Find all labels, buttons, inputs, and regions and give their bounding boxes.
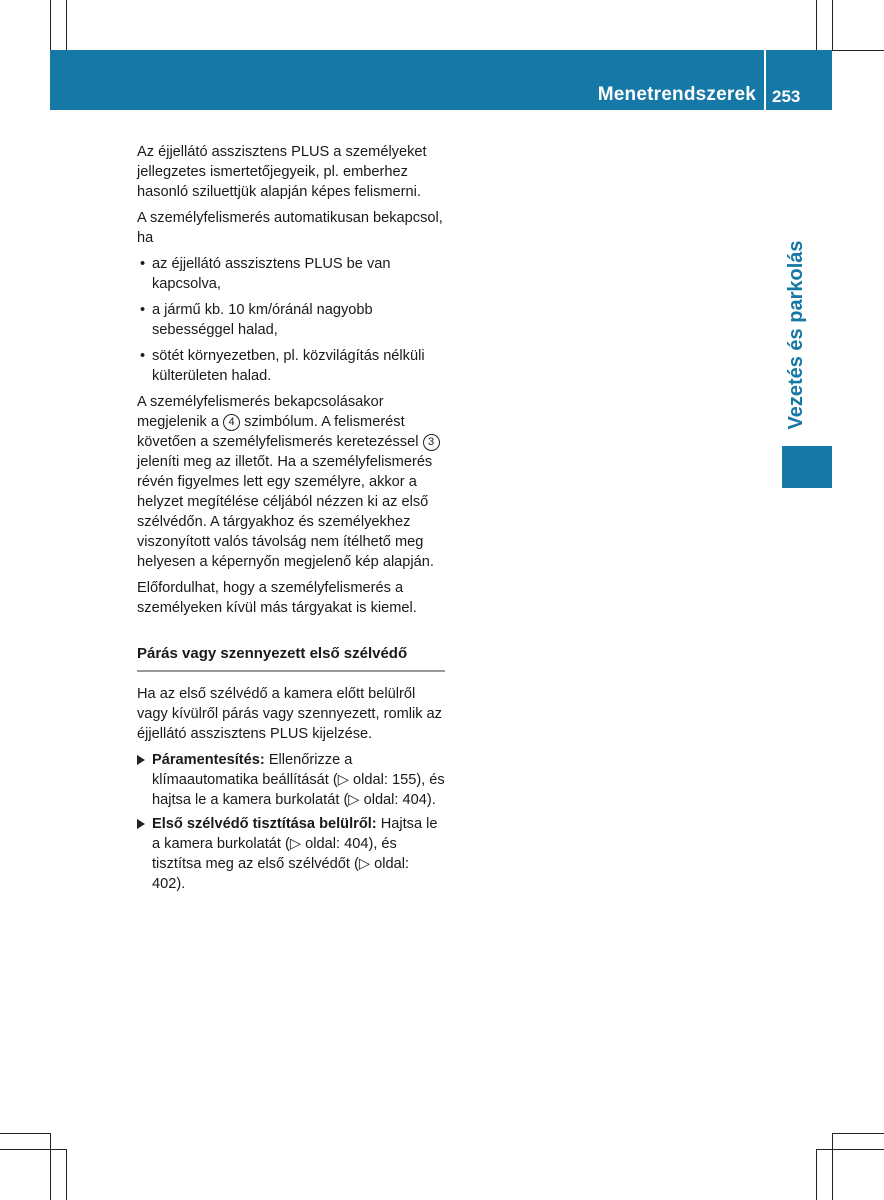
crop-mark [66, 1149, 67, 1200]
step-item: Páramentesítés: Ellenőrizze a klímaautomatika beállítását (▷ oldal: 155), és hajtsa le a kamera burkolatát (▷ oldal: 404). [137, 750, 445, 810]
activation-paragraph: A személyfelismerés automatikusan bekapcsol, ha [137, 210, 443, 246]
page-number: 253 [772, 87, 801, 106]
symbol-3-callout: 3 [423, 434, 440, 451]
crop-mark [816, 0, 817, 50]
crop-mark [50, 0, 51, 50]
crop-mark [832, 1133, 833, 1200]
windshield-heading: Párás vagy szennyezett első szélvédő [137, 644, 445, 672]
condition-list [137, 254, 445, 386]
list-item: • a jármű kb. 10 km/óránál nagyobb sebességgel halad, [137, 300, 445, 340]
section-title: Menetrendszerek [597, 84, 756, 105]
main-content [137, 142, 445, 898]
crop-mark [816, 1149, 817, 1200]
crop-mark [832, 0, 833, 50]
header-divider [764, 50, 766, 110]
crop-mark [816, 1149, 884, 1150]
list-item: • sötét környezetben, pl. közvilágítás nélküli külterületen halad. [137, 346, 445, 386]
symbol-4-callout: 4 [223, 414, 240, 431]
step-arrow-icon [137, 819, 145, 829]
windshield-intro: Ha az első szélvédő a kamera előtt belülről vagy kívülről párás vagy szennyezett, romlik az éjjellátó asszisztens PLUS kijelzése. [137, 686, 442, 742]
step-item: Első szélvédő tisztítása belülről: Hajtsa le a kamera burkolatát (▷ oldal: 404), és tisztítsa meg az első szélvédőt (▷ oldal: 402). [137, 814, 445, 894]
crop-mark [832, 50, 884, 51]
chapter-tab-marker [782, 446, 832, 488]
crop-mark [50, 1133, 51, 1200]
chapter-tab-label: Vezetés és parkolás [785, 240, 807, 430]
list-item: • az éjjellátó asszisztens PLUS be van kapcsolva, [137, 254, 445, 294]
instruction-steps [137, 750, 445, 894]
crop-mark [0, 1133, 50, 1134]
crop-mark [832, 1133, 884, 1134]
step-arrow-icon [137, 755, 145, 765]
note-paragraph: Előfordulhat, hogy a személyfelismerés a személyeken kívül más tárgyakat is kiemel. [137, 580, 417, 616]
crop-mark [66, 0, 67, 50]
intro-paragraph: Az éjjellátó asszisztens PLUS a személyeket jellegzetes ismertetőjegyeik, pl. emberhez hasonló sziluettjük alapján képes felismerni. [137, 144, 427, 200]
crop-mark [0, 1149, 66, 1150]
detection-paragraph: A személyfelismerés bekapcsolásakor megjelenik a 4 szimbólum. A felismerést követően a személyfelismerés keretezéssel 3 jeleníti meg az illetőt. Ha a személyfelismerés révén figyelmes lett egy személyre, akkor a helyzet megítélése céljából nézzen ki az első szélvédőn. A tárgyakhoz és személyekhez viszonyított valós távolság nem ítélhető meg helyesen a képernyőn megjelenő kép alapján. [137, 392, 445, 572]
